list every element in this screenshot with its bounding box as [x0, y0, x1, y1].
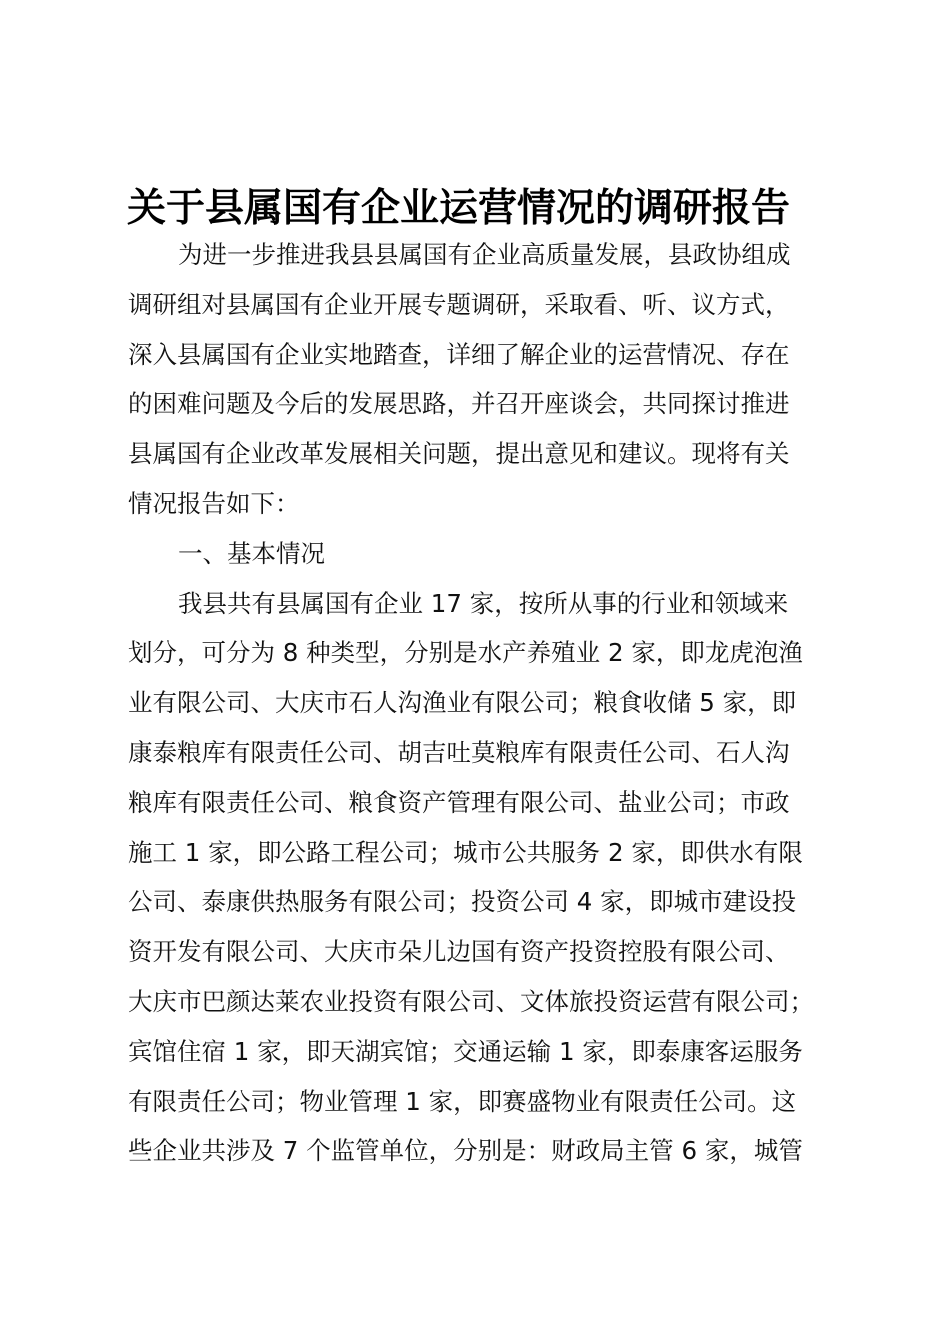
- paragraph-line: 为进一步推进我县县属国有企业高质量发展，县政协组成: [178, 240, 791, 269]
- section-heading: 一、基本情况: [178, 538, 325, 568]
- paragraph-line: 有限责任公司；物业管理 1 家，即赛盛物业有限责任公司。这: [128, 1086, 797, 1116]
- paragraph-line: 施工 1 家，即公路工程公司；城市公共服务 2 家，即供水有限: [128, 837, 803, 867]
- document-body: [128, 230, 848, 1176]
- paragraph-line: 调研组对县属国有企业开展专题调研，采取看、听、议方式，: [128, 289, 790, 319]
- paragraph-line: 些企业共涉及 7 个监管单位，分别是：财政局主管 6 家，城管: [128, 1136, 803, 1166]
- paragraph-line: 公司、泰康供热服务有限公司；投资公司 4 家，即城市建设投: [128, 887, 797, 917]
- paragraph-line: 县属国有企业改革发展相关问题，提出意见和建议。现将有关: [128, 439, 790, 469]
- paragraph-line: 情况报告如下：: [128, 488, 300, 518]
- document-title: 关于县属国有企业运营情况的调研报告: [127, 185, 791, 231]
- paragraph-line: 划分，可分为 8 种类型，分别是水产养殖业 2 家，即龙虎泡渔: [128, 638, 803, 668]
- paragraph-line: 业有限公司、大庆市石人沟渔业有限公司；粮食收储 5 家，即: [128, 688, 797, 718]
- paragraph-line: 我县共有县属国有企业 17 家，按所从事的行业和领域来: [178, 588, 789, 618]
- paragraph-line: 粮库有限责任公司、粮食资产管理有限公司、盐业公司；市政: [128, 787, 790, 817]
- paragraph-line: 宾馆住宿 1 家，即天湖宾馆；交通运输 1 家，即泰康客运服务: [128, 1036, 803, 1066]
- paragraph-line: 康泰粮库有限责任公司、胡吉吐莫粮库有限责任公司、石人沟: [128, 737, 790, 767]
- paragraph-line: 深入县属国有企业实地踏查，详细了解企业的运营情况、存在: [128, 339, 790, 369]
- paragraph-line: 的困难问题及今后的发展思路，并召开座谈会，共同探讨推进: [128, 389, 790, 419]
- paragraph-line: 大庆市巴颜达莱农业投资有限公司、文体旅投资运营有限公司；: [128, 986, 814, 1016]
- paragraph-line: 资开发有限公司、大庆市朵儿边国有资产投资控股有限公司、: [128, 937, 790, 967]
